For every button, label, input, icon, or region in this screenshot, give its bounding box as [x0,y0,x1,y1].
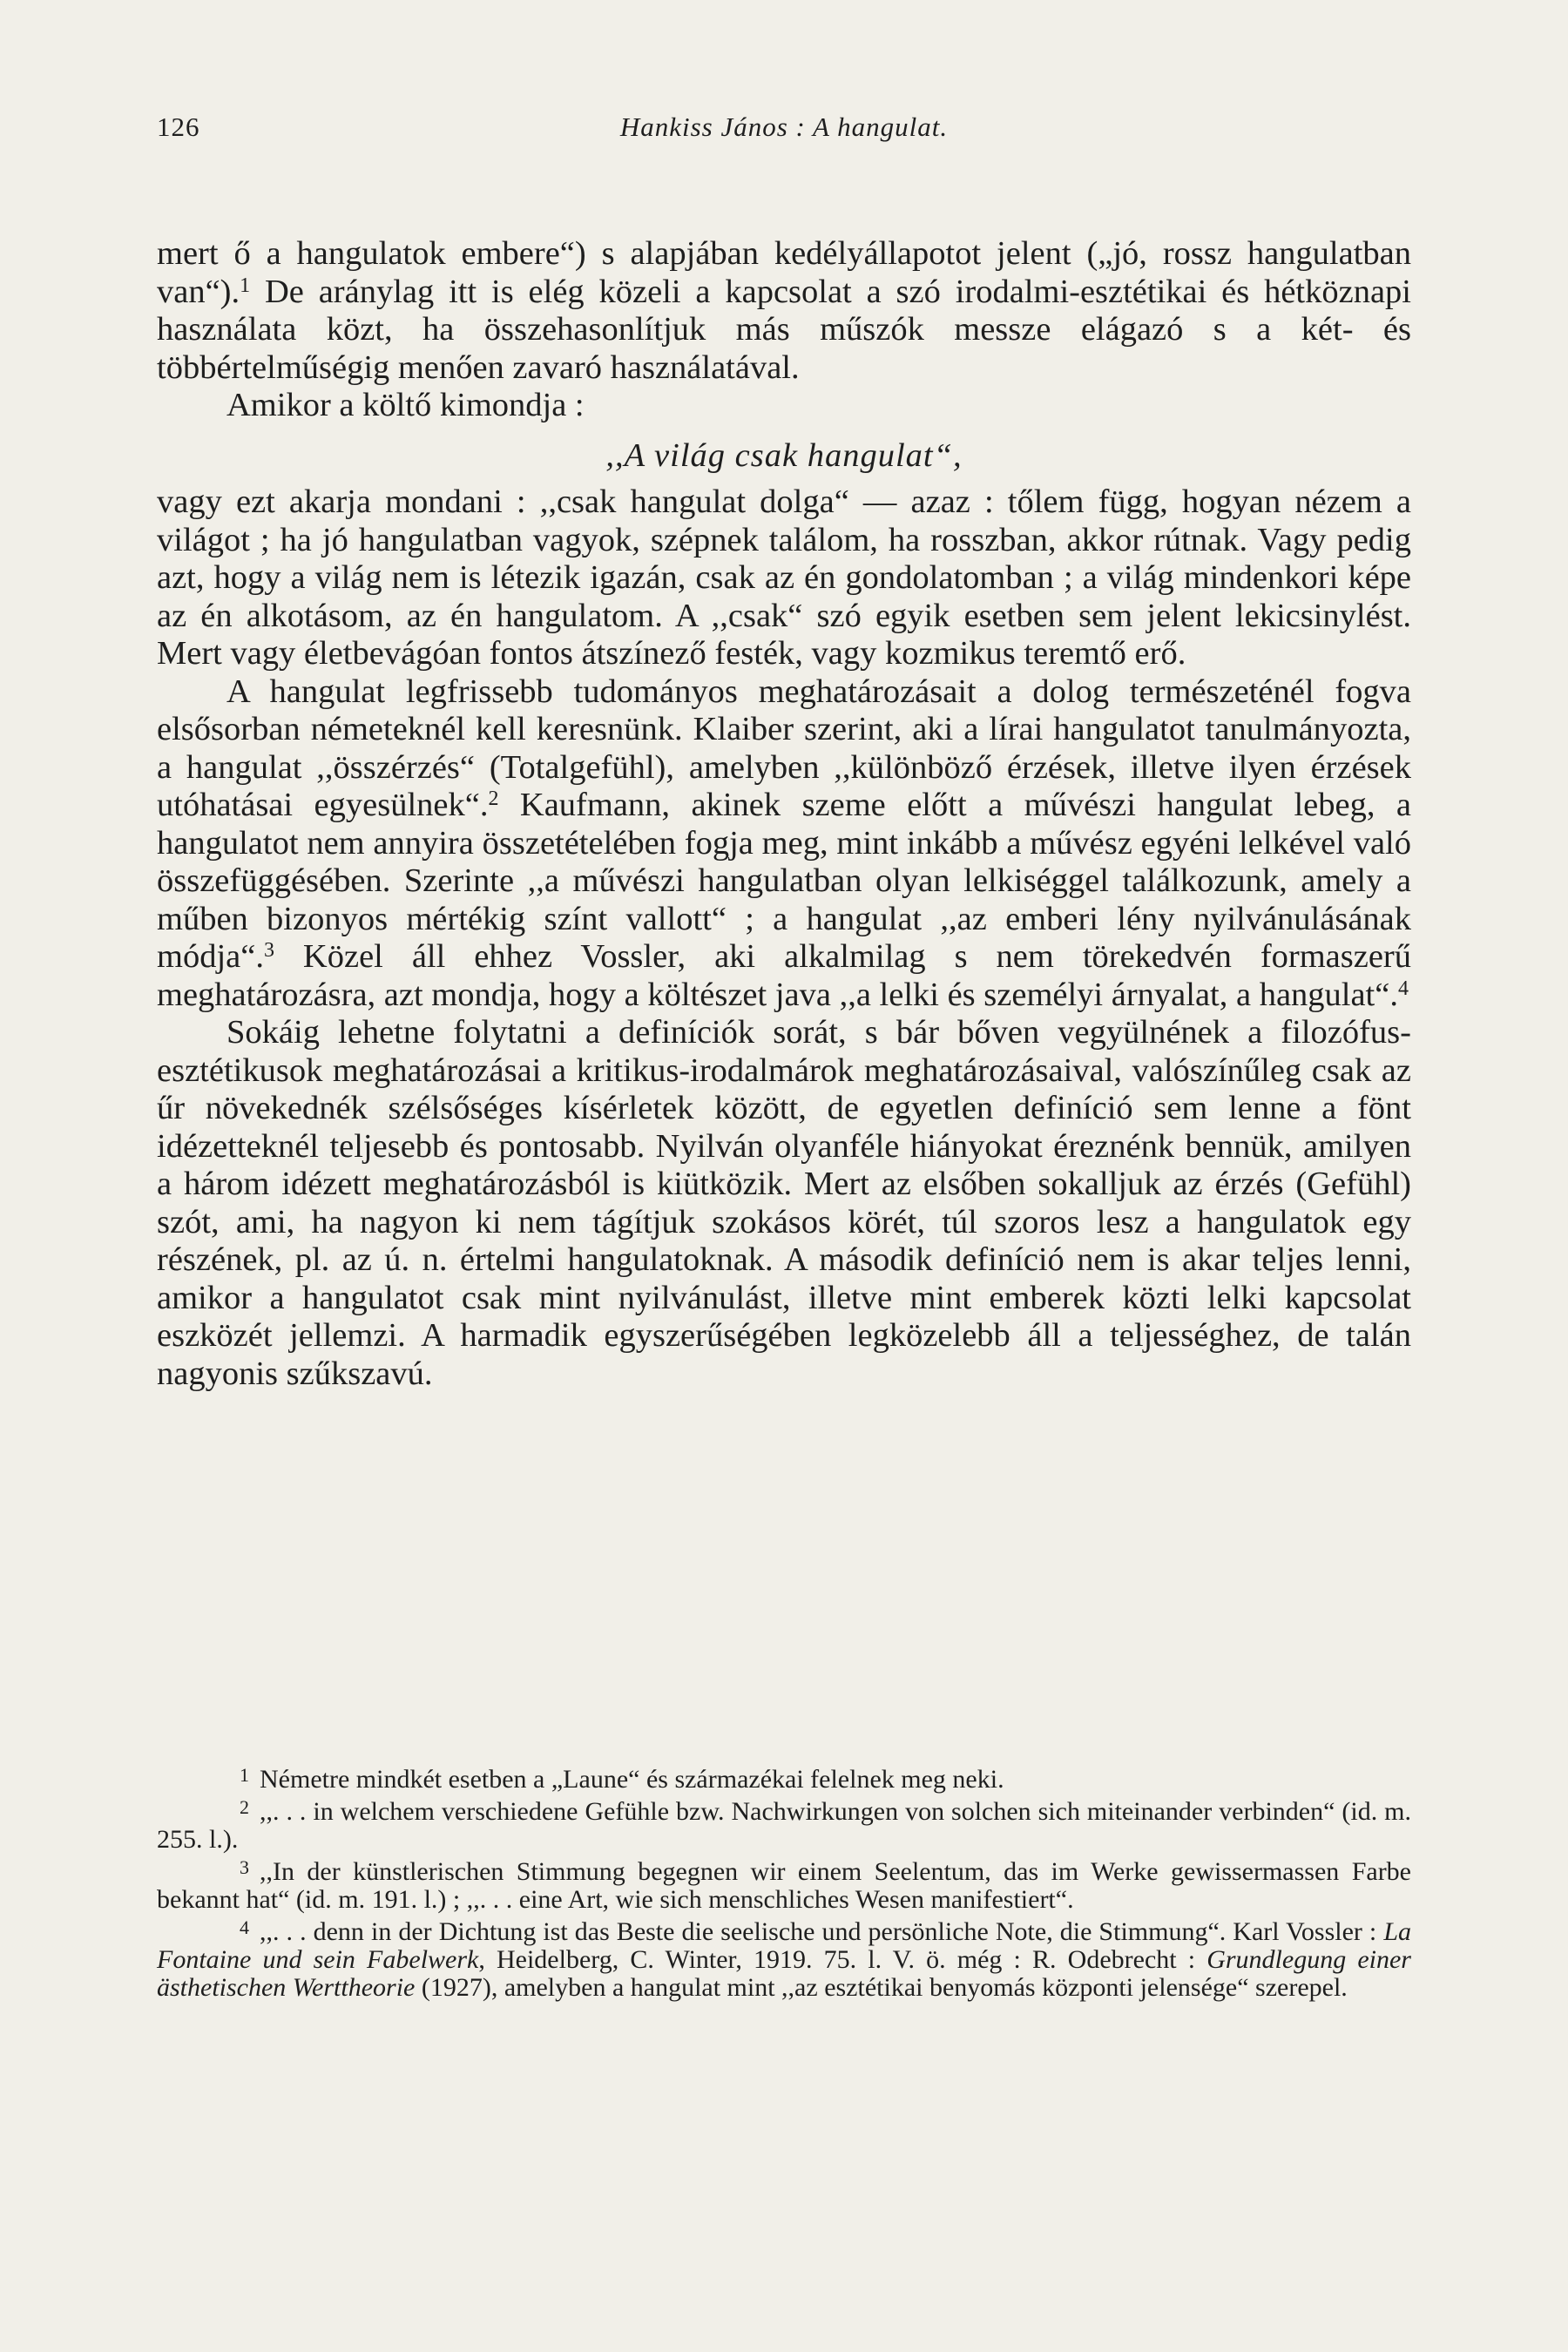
footnote-1-text: Németre mindkét esetben a „Laune“ és származékai felelnek meg neki. [260,1765,1004,1794]
paragraph-2: Amikor a költő kimondja : [226,387,585,423]
footnote-1-marker: 1 [240,1764,249,1786]
verse-quote: ,,A világ csak hangulat“, [605,436,963,474]
footnote-2 [157,1794,1411,1854]
footnote-4-text-a: ,,. . . denn in der Dichtung ist das Beste die seelische und persönliche Note, die Stimmung“. Karl Vossler : [260,1917,1384,1946]
footnote-1 [157,1761,1411,1794]
footnote-ref-2: 2 [488,787,499,810]
paragraph-3: vagy ezt akarja mondani : ,,csak hangulat dolga“ — azaz : tőlem függ, hogyan nézem a világot ; ha jó hangulatban vagyok, szépnek találom, ha rosszban, akkor rútnak. Vagy pedig azt, hogy a világ nem is létezik igazán, csak az én gondolatomban ; a világ mindenkori képe az én alkotásom, az én hangulatom. A ,,csak“ szó egyik esetben sem jelent lekicsinylést. Mert vagy életbevágóan fontos átszínező festék, vagy kozmikus teremtő erő. [157,483,1411,672]
paragraph-4 [157,673,1411,1015]
paragraph-1-text-b: De aránylag itt is elég közeli a kapcsolat a szó irodalmi-esztétikai és hétköznapi használata közt, ha összehasonlítjuk más műszók messze elágazó s a két- és többértelműségig menően zavaró használatával. [157,273,1411,386]
footnote-4-title-2: Grundlegung einer ästhetischen Werttheorie [157,1945,1411,2002]
paragraph-4-text-a: A hangulat legfrissebb tudományos meghatározásait a dolog természeténél fogva elsősorban németeknél kell keresnünk. Klaiber szerint, aki a lírai hangulatot tanulmányozta, a hangulat ,,összérzés“ (Totalgefühl), amelyben ,,különböző érzések, illetve ilyen érzések utóhatásai egyesülnek“. [157,672,1411,823]
footnote-2-marker: 2 [240,1796,249,1818]
page-header [157,112,1411,150]
footnote-4 [157,1914,1411,2002]
footnote-3 [157,1854,1411,1914]
footnote-4-text-b: , Heidelberg, C. Winter, 1919. 75. l. V. ö. még : R. Odebrecht : [478,1945,1207,1974]
footnote-ref-1: 1 [240,274,251,297]
footnotes [157,1761,1411,2002]
footnote-4-title-1: La Fontaine und sein Fabelwerk [157,1917,1411,1974]
footnote-2-text: ,,. . . in welchem verschiedene Gefühle bzw. Nachwirkungen von solchen sich miteinander verbinden“ (id. m. 255. l.). [157,1797,1411,1854]
footnote-3-text: ,,In der künstlerischen Stimmung begegnen wir einem Seelentum, das im Werke gewissermassen Farbe bekannt hat“ (id. m. 191. l.) ; ,,. . . eine Art, wie sich menschliches Wesen manifestiert“. [157,1857,1411,1914]
running-head: Hankiss János : A hangulat. [619,112,949,142]
paragraph-4-text-c: Közel áll ehhez Vossler, aki alkalmilag s nem törekedvén formaszerű meghatározásra, azt mondja, hogy a költészet java ,,a lelki és személyi árnyalat, a hangulat“. [157,938,1411,1013]
page-number: 126 [157,112,200,142]
footnote-ref-3: 3 [263,939,274,962]
paragraph-5: Sokáig lehetne folytatni a definíciók sorát, s bár bőven vegyülnének a filozófus-esztétikusok meghatározásai a kritikus-irodalmárok meghatározásaival, valószínűleg csak az űr növekednék szélsőséges kísérletek között, de egyetlen definíció sem lenne a fönt idézetteknél teljesebb és pontosabb. Nyilván olyanféle hiányokat éreznénk bennük, amilyen a három idézett meghatározásból is kiütközik. Mert az elsőben sokalljuk az érzés (Gefühl) szót, ami, ha nagyon ki nem tágítjuk szokásos körét, túl szoros lesz a hangulatok egy részének, pl. az ú. n. értelmi hangulatoknak. A második definíció nem is akar teljes lenni, amikor a hangulatot csak mint nyilvánulást, illetve mint emberek közti lelki kapcsolat eszközét jellemzi. A harmadik egyszerűségében legközelebb áll a teljességhez, de talán nagyonis szűkszavú. [157,1014,1411,1392]
footnote-ref-4: 4 [1397,977,1409,1000]
paragraph-4-text-b: Kaufmann, akinek szeme előtt a művészi hangulat lebeg, a hangulatot nem annyira összetételében fogja meg, mint inkább a művész egyéni lelkével való összefüggésében. Szerinte ,,a művészi hangulatban olyan lelkiséggel találkozunk, amely a műben bizonyos mértékig színt vallott“ ; a hangulat ,,az emberi lény nyilvánulásának módja“. [157,787,1411,975]
footnote-4-text-c: (1927), amelyben a hangulat mint ,,az esztétikai benyomás központi jelensége“ szerepel. [415,1973,1348,2002]
body-text [157,235,1411,1393]
paragraph-1-text-a: mert ő a hangulatok embere“) s alapjában kedélyállapotot jelent („jó, rossz hangulatban van“). [157,235,1411,310]
paragraph-1 [157,235,1411,387]
footnote-4-marker: 4 [240,1916,249,1938]
footnote-3-marker: 3 [240,1856,249,1878]
